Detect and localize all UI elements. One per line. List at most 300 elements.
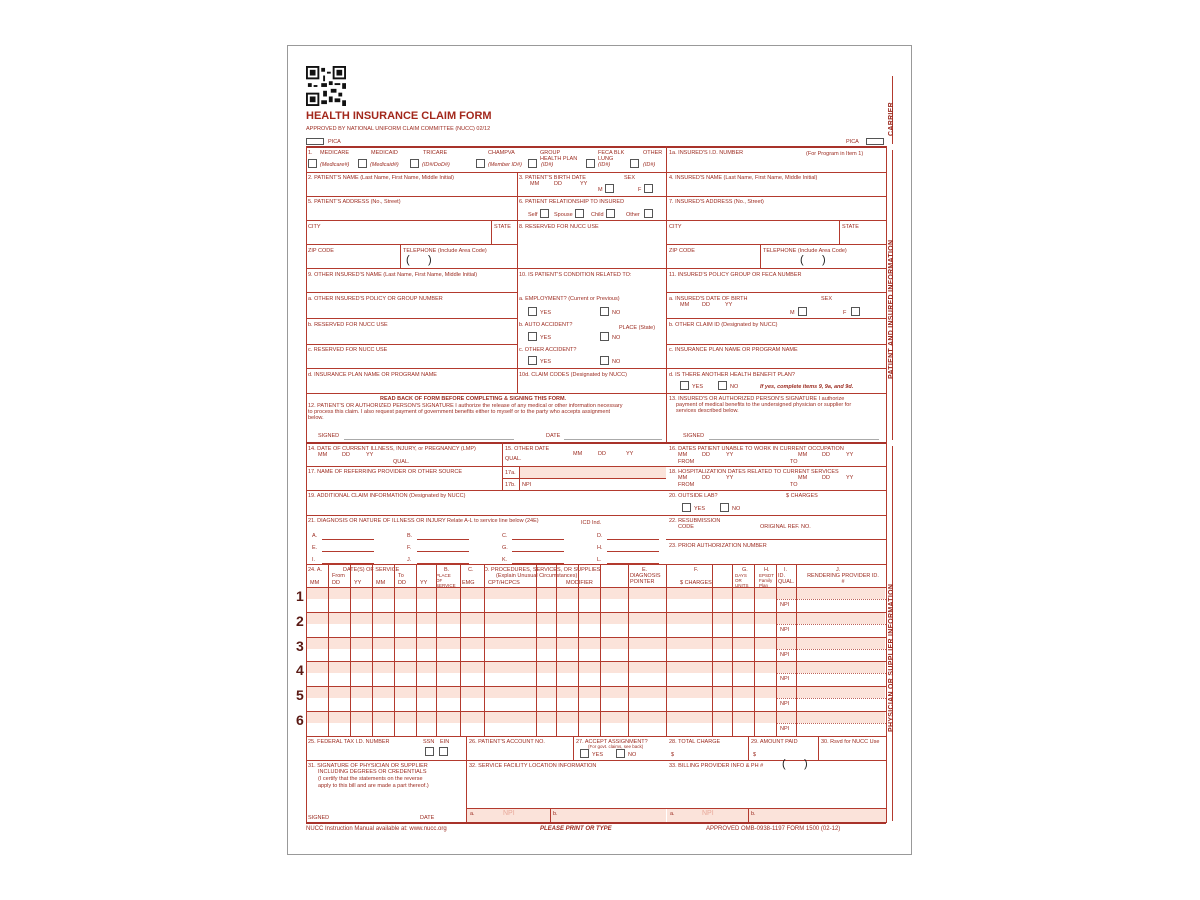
service-line-row[interactable] <box>307 673 775 685</box>
rule-r9 <box>306 368 886 369</box>
b24d: D. PROCEDURES, SERVICES, OR SUPPLIES <box>484 567 601 573</box>
rendering-label: RENDERING PROVIDER ID. # <box>807 573 879 585</box>
box16-from-dd: DD <box>702 452 710 458</box>
box24a-label: 24. A. <box>308 567 323 573</box>
box3-label: 3. PATIENT'S BIRTH DATE <box>519 175 586 181</box>
tricare-sub: (ID#/DoD#) <box>422 162 450 168</box>
dx-label: J. <box>407 557 412 563</box>
box16-to-dd: DD <box>822 452 830 458</box>
pica-box-right[interactable] <box>866 138 884 145</box>
box11a-f: F <box>843 310 847 316</box>
dx-input-line[interactable] <box>322 551 374 552</box>
div-32ab <box>550 808 551 823</box>
rule-24end <box>306 736 886 737</box>
service-column-rule <box>328 564 329 736</box>
city-right: CITY <box>669 224 682 230</box>
box18-to-dd: DD <box>822 475 830 481</box>
h-mm2: MM <box>376 580 386 586</box>
assign-yes-checkbox[interactable] <box>580 749 589 758</box>
h-dd2: DD <box>398 580 406 586</box>
days-label: DAYS OR UNITS <box>735 573 749 588</box>
mid-divider <box>517 172 518 394</box>
dx-label: C. <box>502 533 508 539</box>
box17a-shade <box>520 467 666 478</box>
h-yy1: YY <box>354 580 362 586</box>
service-line-number: 4 <box>296 662 304 679</box>
box31-line1: 31. SIGNATURE OF PHYSICIAN OR SUPPLIER <box>308 763 428 769</box>
box33a-npi: NPI <box>702 810 714 817</box>
b24g: G. <box>742 567 748 573</box>
service-line-npi: NPI <box>780 701 790 708</box>
feca-label: FECA BLK LUNG <box>598 150 625 162</box>
div-28-29 <box>748 736 749 760</box>
box33-label: 33. BILLING PROVIDER INFO & PH # <box>669 763 764 769</box>
other-label: OTHER <box>643 150 663 156</box>
box11a-dd: DD <box>702 302 710 308</box>
box13-signed: SIGNED <box>683 433 705 439</box>
form-title: HEALTH INSURANCE CLAIM FORM <box>306 110 492 122</box>
service-column-rule <box>436 564 437 736</box>
service-line-mid-rule <box>776 673 886 674</box>
service-line-number: 2 <box>296 612 304 629</box>
medicare-label: MEDICARE <box>320 150 350 156</box>
box14-dd: DD <box>342 452 350 458</box>
div-33ab <box>748 808 749 823</box>
box10c-label: c. OTHER ACCIDENT? <box>519 347 577 353</box>
box28-dollar: $ <box>671 752 675 758</box>
box18-to: TO <box>790 482 798 488</box>
group-checkbox[interactable] <box>528 159 537 168</box>
box11c-label: c. INSURANCE PLAN NAME OR PROGRAM NAME <box>669 347 798 353</box>
medicaid-checkbox[interactable] <box>358 159 367 168</box>
box13-line1: 13. INSURED'S OR AUTHORIZED PERSON'S SIGNATURE I authorize <box>669 396 845 402</box>
box12-line2: to process this claim. I also request payment of government benefits either to myself or to the party who accepts assignment <box>308 409 611 415</box>
dx-label: K. <box>502 557 508 563</box>
box9-label: 9. OTHER INSURED'S NAME (Last Name, First Name, Middle Initial) <box>308 272 478 278</box>
footer-mid: PLEASE PRINT OR TYPE <box>540 826 612 832</box>
box32a-label: a. <box>470 811 475 817</box>
rule-r1 <box>306 172 886 173</box>
rule-r8b <box>666 344 886 345</box>
box28-label: 28. TOTAL CHARGE <box>669 739 721 745</box>
service-column-rule <box>484 564 485 736</box>
rule-r22 <box>666 539 886 540</box>
state-right: STATE <box>842 224 859 230</box>
box33a-label: a. <box>670 811 675 817</box>
lab-no: NO <box>732 506 741 512</box>
box2-label: 2. PATIENT'S NAME (Last Name, First Name, Middle Initial) <box>308 175 455 181</box>
service-column-rule <box>536 564 537 736</box>
box17a-label: 17a. <box>505 470 516 476</box>
self-checkbox[interactable] <box>540 209 549 218</box>
dx-input-line[interactable] <box>417 539 469 540</box>
plan-yes-checkbox[interactable] <box>680 381 689 390</box>
dx-input-line[interactable] <box>607 539 659 540</box>
box16-label: 16. DATES PATIENT UNABLE TO WORK IN CURRENT OCCUPATION <box>669 446 844 452</box>
box18-from-yy: YY <box>726 475 734 481</box>
box11a-label: a. INSURED'S DATE OF BIRTH <box>669 296 748 302</box>
patient-insured-label: PATIENT AND INSURED INFORMATION <box>888 239 895 379</box>
service-line-npi: NPI <box>780 626 790 633</box>
box12-date: DATE <box>546 433 561 439</box>
champva-checkbox[interactable] <box>476 159 485 168</box>
other-sub: (ID#) <box>643 162 656 168</box>
box1a-label: 1a. INSURED'S I.D. NUMBER <box>669 150 744 156</box>
box3-m: M <box>598 187 603 193</box>
dos-to: To <box>398 573 404 579</box>
box20-charges: $ CHARGES <box>786 493 818 499</box>
rule-section2 <box>306 442 886 444</box>
box15-yy: YY <box>626 451 634 457</box>
champva-sub: (Member ID#) <box>488 162 522 168</box>
other-checkbox[interactable] <box>630 159 639 168</box>
box16-from-yy: YY <box>726 452 734 458</box>
rule-r21 <box>306 564 886 565</box>
rule-r6b <box>666 292 886 293</box>
lab-yes: YES <box>694 506 706 512</box>
box9a-label: a. OTHER INSURED'S POLICY OR GROUP NUMBER <box>308 296 443 302</box>
box15-mm: MM <box>573 451 583 457</box>
state-left: STATE <box>494 224 511 230</box>
dx-input-line[interactable] <box>512 551 564 552</box>
box12-signed: SIGNED <box>318 433 340 439</box>
service-line-mid-rule <box>776 599 886 600</box>
service-column-rule <box>754 564 755 736</box>
div-26-27 <box>573 736 574 760</box>
box27-label: 27. ACCEPT ASSIGNMENT? <box>576 739 648 745</box>
self-label: Self <box>528 212 538 218</box>
box12-signature-line[interactable] <box>344 439 514 440</box>
b24c: C. <box>468 567 474 573</box>
zip-divider-left <box>400 244 401 268</box>
service-line-row[interactable] <box>307 698 775 710</box>
box3-mm: MM <box>530 181 540 187</box>
box16-to-mm: MM <box>798 452 808 458</box>
other-accident-yes-checkbox[interactable] <box>528 356 537 365</box>
other-accident-yes: YES <box>540 359 552 365</box>
claim-form-page <box>287 45 912 855</box>
box13-line3: services described below. <box>676 408 739 414</box>
box17-mid-rule <box>502 478 666 479</box>
service-line-npi: NPI <box>780 676 790 683</box>
service-column-rule <box>712 564 713 736</box>
box18-to-mm: MM <box>798 475 808 481</box>
h-yy2: YY <box>420 580 428 586</box>
emg-label: EMG <box>462 580 475 586</box>
service-column-rule <box>416 564 417 736</box>
lab-yes-checkbox[interactable] <box>682 503 691 512</box>
service-column-rule <box>394 564 395 736</box>
service-line-npi: NPI <box>780 651 790 658</box>
box10-label: 10. IS PATIENT'S CONDITION RELATED TO: <box>519 272 632 278</box>
plan-no-checkbox[interactable] <box>718 381 727 390</box>
lab-no-checkbox[interactable] <box>720 503 729 512</box>
footer-right: APPROVED OMB-0938-1197 FORM 1500 (02-12) <box>706 826 841 832</box>
service-line-row[interactable] <box>307 599 775 611</box>
box31-date: DATE <box>420 815 435 821</box>
box10a-label: a. EMPLOYMENT? (Current or Previous) <box>519 296 620 302</box>
rule-r6a <box>306 292 517 293</box>
box6-label: 6. PATIENT RELATIONSHIP TO INSURED <box>519 199 625 205</box>
box14-yy: YY <box>366 452 374 458</box>
dx-label: G. <box>502 545 508 551</box>
box3-dd: DD <box>554 181 562 187</box>
box3-male-checkbox[interactable] <box>605 184 614 193</box>
box12-line3: below. <box>308 415 324 421</box>
box9c-label: c. RESERVED FOR NUCC USE <box>308 347 388 353</box>
plan-note: If yes, complete items 9, 9a, and 9d. <box>760 384 854 390</box>
rule-r2 <box>306 196 886 197</box>
box9d-label: d. INSURANCE PLAN NAME OR PROGRAM NAME <box>308 372 437 378</box>
box32-label: 32. SERVICE FACILITY LOCATION INFORMATION <box>469 763 597 769</box>
relationship-other-label: Other <box>626 212 640 218</box>
box17b-npi: NPI <box>522 482 532 488</box>
rule-r10 <box>306 393 886 394</box>
cpt-label: CPT/HCPCS <box>488 580 520 586</box>
tricare-checkbox[interactable] <box>410 159 419 168</box>
box31-signed: SIGNED <box>308 815 330 821</box>
box16-from-mm: MM <box>678 452 688 458</box>
box23-label: 23. PRIOR AUTHORIZATION NUMBER <box>669 543 767 549</box>
box11-label: 11. INSURED'S POLICY GROUP OR FECA NUMBER <box>669 272 802 278</box>
zip-right: ZIP CODE <box>669 248 695 254</box>
dx-label: D. <box>597 533 603 539</box>
box14-label: 14. DATE OF CURRENT ILLNESS, INJURY, or PREGNANCY (LMP) <box>308 446 476 452</box>
box10d-label: 10d. CLAIM CODES (Designated by NUCC) <box>519 372 627 378</box>
rule-r19 <box>306 515 886 516</box>
box22-label: 22. RESUBMISSION <box>669 518 721 524</box>
service-column-rule <box>666 564 667 736</box>
auto-yes: YES <box>540 335 552 341</box>
rule-r17 <box>306 490 886 491</box>
pica-box-left[interactable] <box>306 138 324 145</box>
dx-input-line[interactable] <box>512 539 564 540</box>
assign-no: NO <box>628 752 637 758</box>
box3-yy: YY <box>580 181 588 187</box>
box8-label: 8. RESERVED FOR NUCC USE <box>519 224 599 230</box>
service-line-mid-rule <box>776 649 886 650</box>
box16-from: FROM <box>678 459 695 465</box>
box16-to-yy: YY <box>846 452 854 458</box>
h-mm1: MM <box>310 580 320 586</box>
feca-sub: (ID#) <box>598 162 611 168</box>
employment-yes: YES <box>540 310 552 316</box>
spouse-checkbox[interactable] <box>575 209 584 218</box>
dx-label: F. <box>407 545 412 551</box>
box3-sex: SEX <box>624 175 636 181</box>
service-line-row[interactable] <box>307 624 775 636</box>
box15-dd: DD <box>598 451 606 457</box>
box1a-note: (For Program in Item 1) <box>806 151 864 157</box>
tel-left: TELEPHONE (Include Area Code) <box>403 248 487 254</box>
rule-r4a <box>306 244 517 245</box>
physician-supplier-label: PHYSICIAN OR SUPPLIER INFORMATION <box>888 583 895 732</box>
box15-divider <box>502 442 503 466</box>
assign-no-checkbox[interactable] <box>616 749 625 758</box>
box16-to: TO <box>790 459 798 465</box>
idqual-label: ID. QUAL. <box>778 573 795 585</box>
div-25-26 <box>466 736 467 760</box>
box22-orig: ORIGINAL REF. NO. <box>760 524 811 530</box>
medicaid-sub: (Medicaid#) <box>370 162 399 168</box>
child-checkbox[interactable] <box>606 209 615 218</box>
service-column-rule <box>732 564 733 736</box>
box9b-label: b. RESERVED FOR NUCC USE <box>308 322 388 328</box>
box14-mm: MM <box>318 452 328 458</box>
modifier-label: MODIFIER <box>566 580 593 586</box>
tricare-label: TRICARE <box>423 150 448 156</box>
auto-no-checkbox[interactable] <box>600 332 609 341</box>
box11a-female-checkbox[interactable] <box>851 307 860 316</box>
qr-code-icon <box>306 66 346 106</box>
auto-yes-checkbox[interactable] <box>528 332 537 341</box>
service-line-mid-rule <box>776 624 886 625</box>
rule-r7a <box>306 318 517 319</box>
ein-label: EIN <box>440 739 450 745</box>
child-label: Child <box>591 212 604 218</box>
state-divider-right <box>839 220 840 244</box>
plan-no: NO <box>730 384 739 390</box>
spouse-label: Spouse <box>554 212 573 218</box>
box11b-label: b. OTHER CLAIM ID (Designated by NUCC) <box>669 322 778 328</box>
tel-right: TELEPHONE (Include Area Code) <box>763 248 847 254</box>
service-line-number: 3 <box>296 637 304 654</box>
box13-signature-line[interactable] <box>709 439 879 440</box>
fcharges-label: $ CHARGES <box>680 580 712 586</box>
pica-right: PICA <box>846 139 859 145</box>
box21-label: 21. DIAGNOSIS OR NATURE OF ILLNESS OR INJURY Relate A-L to service line below (24E) <box>308 518 539 524</box>
other-accident-no: NO <box>612 359 621 365</box>
group-label: GROUP HEALTH PLAN <box>540 150 578 162</box>
service-line-mid-rule <box>776 723 886 724</box>
footer-left: NUCC Instruction Manual available at: www.nucc.org <box>306 826 447 832</box>
box11a-sex: SEX <box>821 296 833 302</box>
medicaid-label: MEDICAID <box>371 150 398 156</box>
box30-label: 30. Rsvd for NUCC Use <box>821 739 880 745</box>
other-accident-no-checkbox[interactable] <box>600 356 609 365</box>
service-line-npi: NPI <box>780 726 790 732</box>
service-column-rule <box>776 564 777 736</box>
service-line-npi: NPI <box>780 602 790 608</box>
dos-from: From <box>332 573 345 579</box>
dx-label: E. <box>312 545 318 551</box>
rule-r3 <box>306 220 886 221</box>
dx-input-line[interactable] <box>322 539 374 540</box>
ssn-checkbox[interactable] <box>425 747 434 756</box>
box33-paren: ( ) <box>782 758 808 770</box>
box25-label: 25. FEDERAL TAX I.D. NUMBER <box>308 739 390 745</box>
dx-label: H. <box>597 545 603 551</box>
employment-yes-checkbox[interactable] <box>528 307 537 316</box>
box26-label: 26. PATIENT'S ACCOUNT NO. <box>469 739 545 745</box>
b24i: I. <box>784 567 788 573</box>
tel-paren-right: ( ) <box>800 254 826 266</box>
b24e: E. <box>642 567 648 573</box>
box7-label: 7. INSURED'S ADDRESS (No., Street) <box>669 199 764 205</box>
dx-input-line[interactable] <box>417 551 469 552</box>
rule-r4b <box>666 244 886 245</box>
service-column-rule <box>578 564 579 736</box>
service-line-number: 5 <box>296 687 304 704</box>
readback-text: READ BACK OF FORM BEFORE COMPLETING & SIGNING THIS FORM. <box>380 396 567 402</box>
medicare-checkbox[interactable] <box>308 159 317 168</box>
box18-to-yy: YY <box>846 475 854 481</box>
approved-line: APPROVED BY NATIONAL UNIFORM CLAIM COMMITTEE (NUCC) 02/12 <box>306 126 491 132</box>
box11a-m: M <box>790 310 795 316</box>
service-line-row[interactable] <box>307 649 775 661</box>
dx-label: L. <box>597 557 602 563</box>
box3-female-checkbox[interactable] <box>644 184 653 193</box>
service-column-rule <box>372 564 373 736</box>
employment-no: NO <box>612 310 621 316</box>
box11d-label: d. IS THERE ANOTHER HEALTH BENEFIT PLAN? <box>669 372 795 378</box>
service-line-number: 1 <box>296 588 304 604</box>
ein-checkbox[interactable] <box>439 747 448 756</box>
group-sub: (ID#) <box>541 162 554 168</box>
box29-dollar: $ <box>753 752 757 758</box>
box10b-label: b. AUTO ACCIDENT? <box>519 322 573 328</box>
box32-shade <box>467 809 666 822</box>
box22-code: CODE <box>678 524 694 530</box>
h-dd1: DD <box>332 580 340 586</box>
box5-label: 5. PATIENT'S ADDRESS (No., Street) <box>308 199 401 205</box>
box20-label: 20. OUTSIDE LAB? <box>669 493 718 499</box>
dx-label: B. <box>407 533 413 539</box>
box31-line3: (I certify that the statements on the reverse <box>318 776 423 782</box>
box12-date-line[interactable] <box>564 439 662 440</box>
service-column-rule <box>628 564 629 736</box>
box27-note: (For govt. claims, see back) <box>588 744 644 749</box>
pos-label: PLACE OF SERVICE <box>436 573 456 588</box>
box17-label: 17. NAME OF REFERRING PROVIDER OR OTHER SOURCE <box>308 469 463 475</box>
box29-label: 29. AMOUNT PAID <box>751 739 798 745</box>
box31-line2: INCLUDING DEGREES OR CREDENTIALS <box>318 769 427 775</box>
box13-line2: payment of medical benefits to the undersigned physician or supplier for <box>676 402 852 408</box>
service-column-rule <box>600 564 601 736</box>
dxptr-label: DIAGNOSIS POINTER <box>630 573 661 585</box>
b24d2: (Explain Unusual Circumstances) <box>496 573 578 579</box>
box12-line1: 12. PATIENT'S OR AUTHORIZED PERSON'S SIGNATURE I authorize the release of any medical or other information necessary <box>308 403 623 409</box>
box31-line4: apply to this bill and are made a part thereof.) <box>318 783 429 789</box>
employment-no-checkbox[interactable] <box>600 307 609 316</box>
rule-r5 <box>306 268 886 269</box>
dx-label: I. <box>312 557 316 563</box>
b24h: H. <box>764 567 770 573</box>
plan-yes: YES <box>692 384 704 390</box>
relationship-other-checkbox[interactable] <box>644 209 653 218</box>
b24f: F. <box>694 567 699 573</box>
champva-label: CHAMPVA <box>488 150 515 156</box>
center-divider <box>666 146 667 442</box>
dx-input-line[interactable] <box>607 551 659 552</box>
icd-ind: ICD Ind. <box>581 520 602 526</box>
box33-shade <box>667 809 886 822</box>
b24b: B. <box>444 567 450 573</box>
box19-label: 19. ADDITIONAL CLAIM INFORMATION (Designated by NUCC) <box>308 493 466 499</box>
city-left: CITY <box>308 224 321 230</box>
box15-label: 15. OTHER DATE <box>505 446 550 452</box>
div-29-30 <box>818 736 819 760</box>
top-rule <box>306 146 886 148</box>
box11a-male-checkbox[interactable] <box>798 307 807 316</box>
carrier-label: CARRIER <box>888 102 895 136</box>
feca-checkbox[interactable] <box>586 159 595 168</box>
box14-qual: QUAL. <box>393 459 410 465</box>
service-line-row[interactable] <box>307 723 775 735</box>
place-state: PLACE (State) <box>619 325 656 331</box>
dx-label: A. <box>312 533 318 539</box>
right-rule <box>886 146 887 823</box>
